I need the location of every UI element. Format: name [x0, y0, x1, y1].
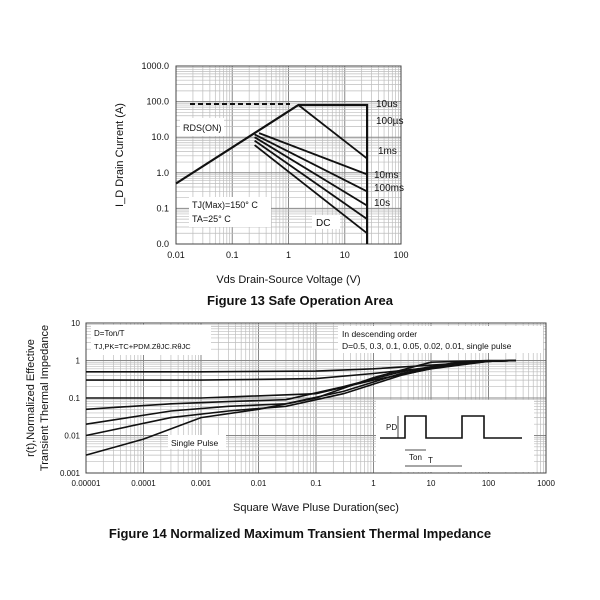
order-values: D=0.5, 0.3, 0.1, 0.05, 0.02, 0.01, single pulse — [342, 341, 512, 351]
series-label: 100ms — [374, 183, 405, 194]
t-label: T — [428, 456, 433, 465]
y-tick-label: 0.0 — [156, 239, 169, 249]
x-tick-label: 0.0001 — [131, 479, 156, 488]
x-tick-label: 0.01 — [250, 479, 267, 488]
y-tick-label: 1 — [75, 356, 80, 366]
y-tick-label: 0.1 — [156, 203, 169, 214]
tj-formula: TJ,PK=TC+PDM.ZθJC.RθJC — [94, 342, 191, 351]
x-tick-label: 1 — [371, 479, 376, 488]
pd-label: PD — [386, 423, 398, 432]
dc-annotation: DC — [316, 218, 331, 229]
y-tick-label: 1.0 — [156, 167, 169, 178]
series-label: 10ms — [374, 170, 399, 181]
x-tick-label: 10 — [339, 250, 350, 260]
y-tick-label: 100.0 — [146, 96, 169, 107]
y-axis-title: I_D Drain Current (A) — [114, 103, 126, 207]
x-tick-label: 0.1 — [225, 250, 239, 260]
ta-annotation: TA=25° C — [192, 214, 231, 224]
tj-annotation: TJ(Max)=150° C — [192, 200, 258, 210]
y-tick-label: 0.001 — [59, 469, 80, 478]
y-tick-label: 0.01 — [64, 431, 80, 441]
y-axis-title-line1: r(t),Normalized Effective — [25, 339, 37, 457]
x-tick-label: 0.01 — [167, 250, 185, 260]
figure13-caption: Figure 13 Safe Operation Area — [207, 293, 393, 308]
x-tick-label: 1 — [285, 250, 292, 260]
x-axis-title: Vds Drain-Source Voltage (V) — [216, 274, 361, 286]
waveform-inset — [376, 400, 534, 472]
x-tick-label: 10 — [426, 479, 436, 488]
y-tick-label: 1000.0 — [141, 61, 169, 71]
x-tick-label: 100 — [393, 250, 409, 260]
series-label: 10s — [374, 198, 391, 209]
y-axis-title-line2: Transient Thermal Impedance — [39, 324, 51, 472]
series-label: 100µs — [376, 116, 404, 127]
y-tick-label: 0.1 — [68, 394, 80, 403]
series-label: 10us — [376, 99, 398, 110]
x-tick-label: 1000 — [537, 479, 555, 488]
x-tick-label: 0.00001 — [71, 479, 101, 488]
ton-label: Ton — [409, 453, 422, 462]
rdson-annotation: RDS(ON) — [183, 123, 222, 133]
x-tick-label: 0.001 — [190, 479, 212, 488]
y-tick-label: 10.0 — [151, 132, 169, 143]
y-tick-label: 10 — [71, 319, 80, 328]
x-axis-title: Square Wave Pluse Duration(sec) — [233, 502, 399, 514]
figure14-caption: Figure 14 Normalized Maximum Transient Thermal Impedance — [108, 526, 492, 541]
series-label: 1ms — [378, 146, 397, 157]
order-label: In descending order — [342, 329, 418, 339]
x-tick-label: 0.1 — [310, 479, 322, 488]
duty-formula: D=Ton/T — [94, 329, 125, 338]
thermal-impedance-chart — [0, 300, 600, 530]
x-tick-label: 100 — [481, 479, 496, 488]
single-pulse-label: Single Pulse — [171, 438, 219, 448]
